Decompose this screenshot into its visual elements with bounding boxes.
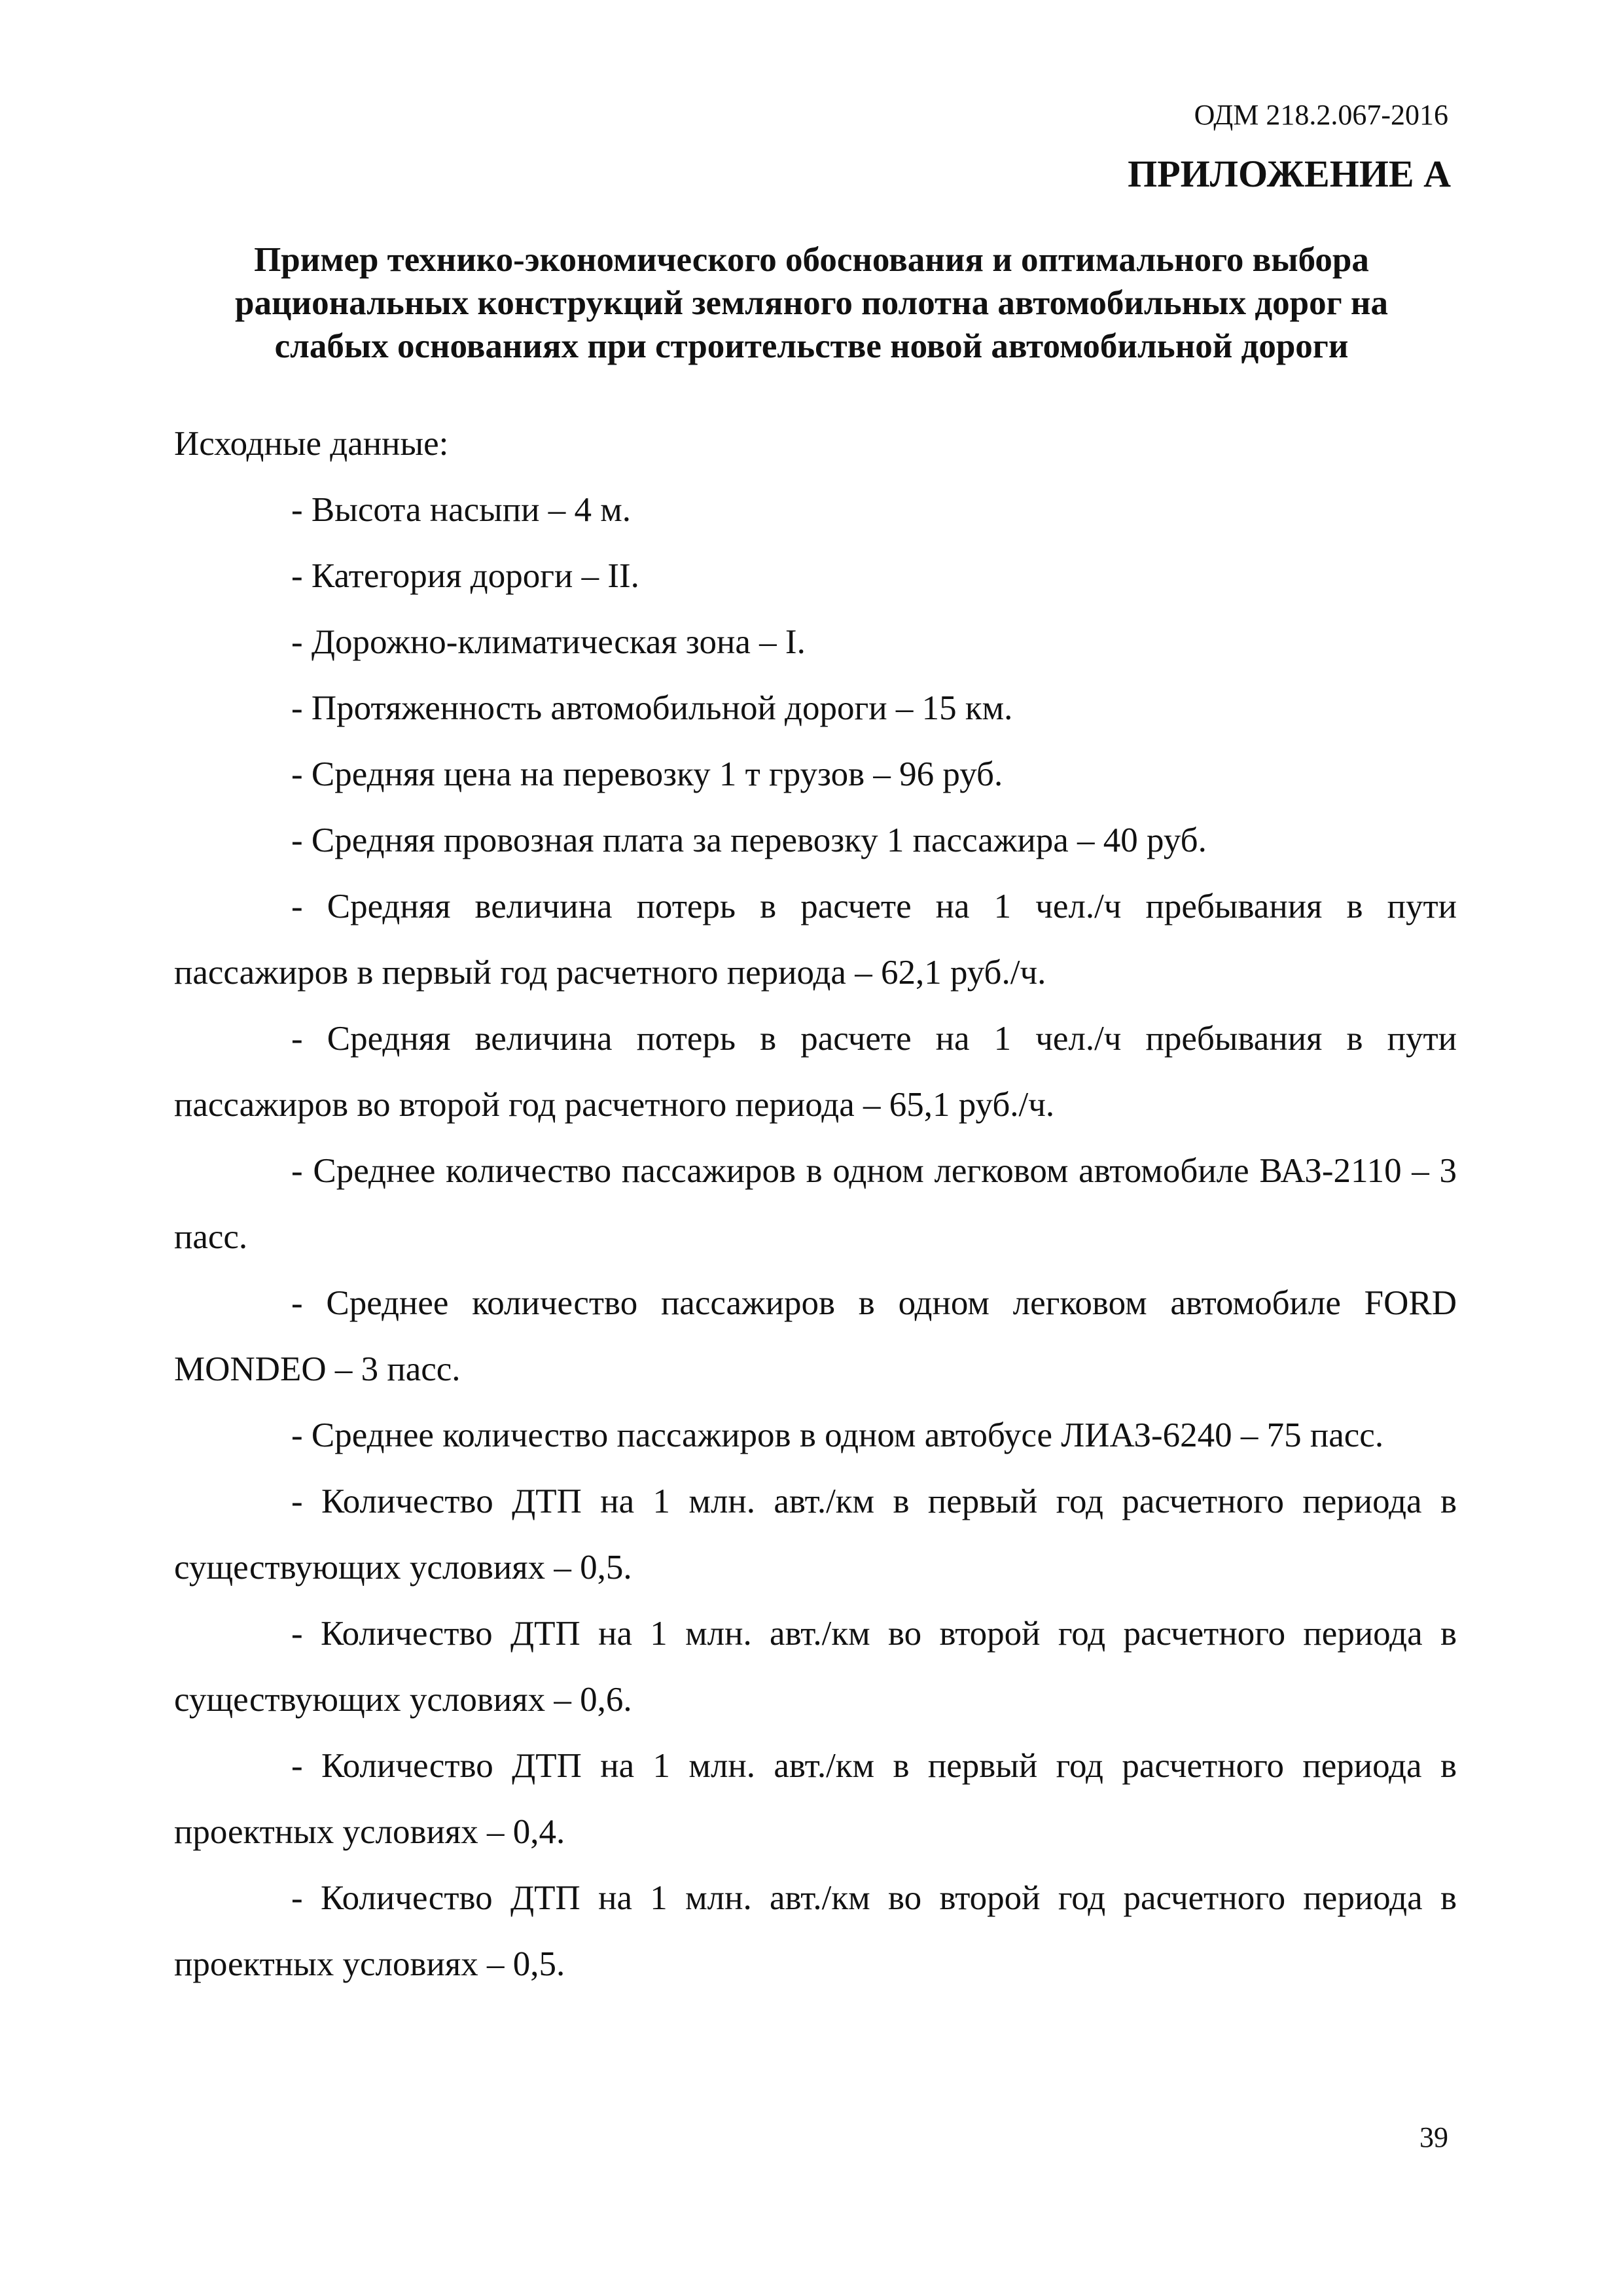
list-item: - Количество ДТП на 1 млн. авт./км во второй год расчетного периода в существующих условиях – 0,6. — [174, 1615, 1457, 1719]
list-item: - Среднее количество пассажиров в одном легковом автомобиле ВАЗ-2110 – 3 пасс. — [174, 1152, 1457, 1256]
list-item: - Высота насыпи – 4 м. — [291, 491, 632, 529]
appendix-title: ПРИЛОЖЕНИЕ А — [1128, 152, 1451, 195]
document-code: ОДМ 218.2.067-2016 — [1194, 99, 1448, 131]
page-number: 39 — [1419, 2121, 1448, 2153]
list-item: - Количество ДТП на 1 млн. авт./км во второй год расчетного периода в проектных условиях – 0,5. — [174, 1879, 1457, 1983]
list-item: - Протяженность автомобильной дороги – 15 км. — [291, 689, 1013, 727]
section-heading — [131, 238, 1492, 368]
list-item: - Количество ДТП на 1 млн. авт./км в первый год расчетного периода в проектных условиях – 0,4. — [174, 1747, 1457, 1851]
list-item: - Средняя цена на перевозку 1 т грузов – 96 руб. — [291, 755, 1003, 793]
list-item: - Категория дороги – II. — [291, 557, 639, 595]
list-item: - Среднее количество пассажиров в одном легковом автомобиле FORD MONDEO – 3 пасс. — [174, 1284, 1457, 1388]
heading-line: Пример технико-экономического обоснования и оптимального выбора — [254, 241, 1369, 279]
list-item: - Средняя провозная плата за перевозку 1 пассажира – 40 руб. — [291, 821, 1207, 859]
list-item: - Средняя величина потерь в расчете на 1 чел./ч пребывания в пути пассажиров в первый год расчетного периода – 62,1 руб./ч. — [174, 888, 1457, 992]
list-item: - Средняя величина потерь в расчете на 1 чел./ч пребывания в пути пассажиров во второй год расчетного периода – 65,1 руб./ч. — [174, 1020, 1457, 1124]
document-body — [174, 411, 1457, 1998]
list-item: - Дорожно-климатическая зона – I. — [291, 623, 806, 661]
list-item: - Среднее количество пассажиров в одном автобусе ЛИАЗ-6240 – 75 пасс. — [291, 1416, 1384, 1454]
heading-line: рациональных конструкций земляного полотна автомобильных дорог на — [235, 284, 1388, 322]
heading-line: слабых основаниях при строительстве новой автомобильной дороги — [274, 327, 1349, 365]
list-item: - Количество ДТП на 1 млн. авт./км в первый год расчетного периода в существующих условиях – 0,5. — [174, 1482, 1457, 1587]
intro-text: Исходные данные: — [174, 425, 449, 463]
